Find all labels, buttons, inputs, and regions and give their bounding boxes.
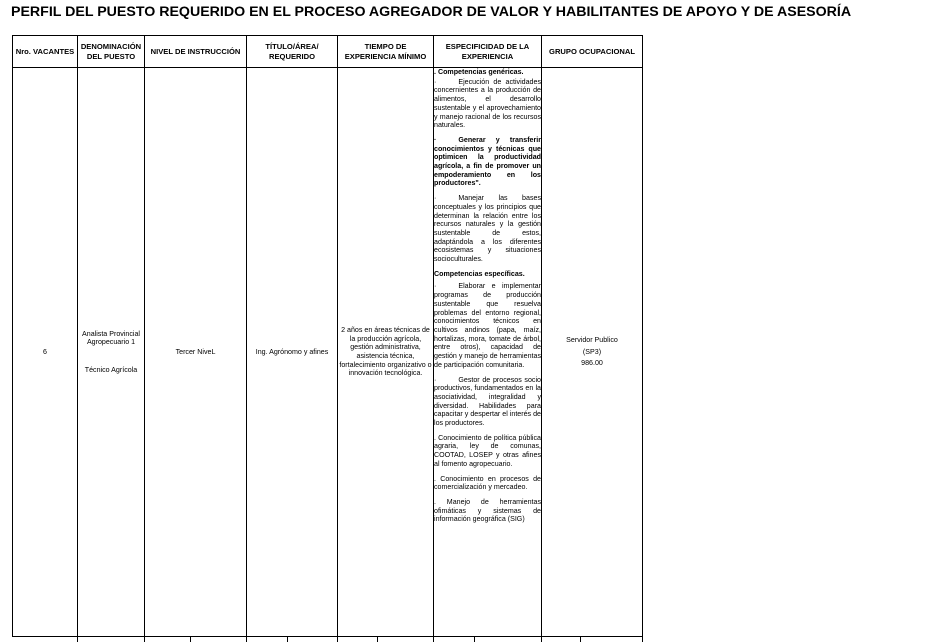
header-row <box>13 36 643 68</box>
cell-denominacion <box>78 68 145 637</box>
next-row-divider <box>642 636 643 642</box>
next-row-divider <box>377 636 378 642</box>
next-row-divider <box>337 636 338 642</box>
cell-titulo <box>247 68 338 637</box>
next-row-divider <box>580 636 581 642</box>
denominacion-line-2: Técnico Agrícola <box>84 365 138 374</box>
competencia-especifica-1: · Elaborar e implementar programas de producción sustentable que resuelva problemas del entorno regional, conocimientos técnicos en cultivos andinos (papa, maíz, hortalizas, mora, tomate de árbol, entre otros), capacidad de gestión y manejo de herramientas de participación comunitaria. <box>434 282 541 369</box>
next-row-divider <box>474 636 475 642</box>
cell-vacantes <box>13 68 78 637</box>
titulo-value: Ing. Agrónomo y afines <box>255 347 329 356</box>
competencia-especifica-3: . Conocimiento de política pública agraria, ley de comunas, COOTAD, LOSEP y otras afines al fomento agropecuario. <box>434 433 541 468</box>
genericas-heading: . Competencias genéricas. <box>434 68 524 76</box>
tiempo-value: 2 años en áreas técnicas de la producción agrícola, gestión administrativa, asistencia técnica, fortalecimiento organizativo o innovación tecnológica. <box>339 326 432 378</box>
grupo-line-3: 986.00 <box>581 359 603 368</box>
denominacion-line-1: Analista Provincial Agropecuario 1 <box>82 329 140 347</box>
next-row-divider <box>246 636 247 642</box>
cell-tiempo <box>338 68 434 637</box>
competencia-generica-2: · Generar y transferir conocimientos y técnicas que optimicen la productividad agrícola, a fin de promover un empoderamiento en los productores". <box>434 135 541 188</box>
competencia-generica-1: · Ejecución de actividades concernientes a la producción de alimentos, el desarrollo sustentable y el aprovechamiento y manejo racional de los recursos naturales. <box>434 77 541 130</box>
next-row-divider <box>190 636 191 642</box>
next-row-divider <box>287 636 288 642</box>
header-denominacion: DENOMINACIÓN DEL PUESTO <box>78 36 145 68</box>
grupo-line-2: (SP3) <box>582 347 602 356</box>
grupo-line-1: Servidor Publico <box>566 336 618 345</box>
cell-grupo <box>542 68 643 637</box>
header-titulo: TÍTULO/ÁREA/ REQUERIDO <box>247 36 338 68</box>
nivel-value: Tercer NiveL <box>175 347 216 356</box>
header-nivel: NIVEL DE INSTRUCCIÓN <box>145 36 247 68</box>
competencia-especifica-5: . Manejo de herramientas ofimáticas y sistemas de información geográfica (SIG) <box>434 497 541 524</box>
table-row <box>13 68 643 637</box>
vacantes-value: 6 <box>43 347 47 356</box>
competencia-generica-3: · Manejar las bases conceptuales y los principios que determinan la relación entre los recursos naturales y la gestión sustentable de estos, adaptándola a los diferentes ecosistemas y situaciones socioculturales. <box>434 194 541 264</box>
header-grupo: GRUPO OCUPACIONAL <box>542 36 643 68</box>
competencia-especifica-2: · Gestor de procesos socio productivos, fundamentados en la asociatividad, integralidad y diversidad. Habilidades para capacitar y despertar el interés de los productores. <box>434 375 541 428</box>
header-vacantes: Nro. VACANTES <box>13 36 78 68</box>
next-row-divider <box>541 636 542 642</box>
cell-nivel <box>145 68 247 637</box>
competencia-especifica-4: . Conocimiento en procesos de comercialización y mercadeo. <box>434 474 541 492</box>
job-profile-table <box>12 35 643 637</box>
header-tiempo: TIEMPO DE EXPERIENCIA MÍNIMO <box>338 36 434 68</box>
next-row-divider <box>433 636 434 642</box>
header-especificidad: ESPECIFICIDAD DE LA EXPERIENCIA <box>434 36 542 68</box>
cell-especificidad <box>434 68 542 637</box>
especificas-heading: Competencias específicas. <box>434 269 525 278</box>
next-row-divider <box>144 636 145 642</box>
next-row-divider <box>77 636 78 642</box>
document-title: PERFIL DEL PUESTO REQUERIDO EN EL PROCESO AGREGADOR DE VALOR Y HABILITANTES DE APOYO Y DE ASESORÍA <box>11 4 852 20</box>
next-row-top-border <box>12 636 642 637</box>
